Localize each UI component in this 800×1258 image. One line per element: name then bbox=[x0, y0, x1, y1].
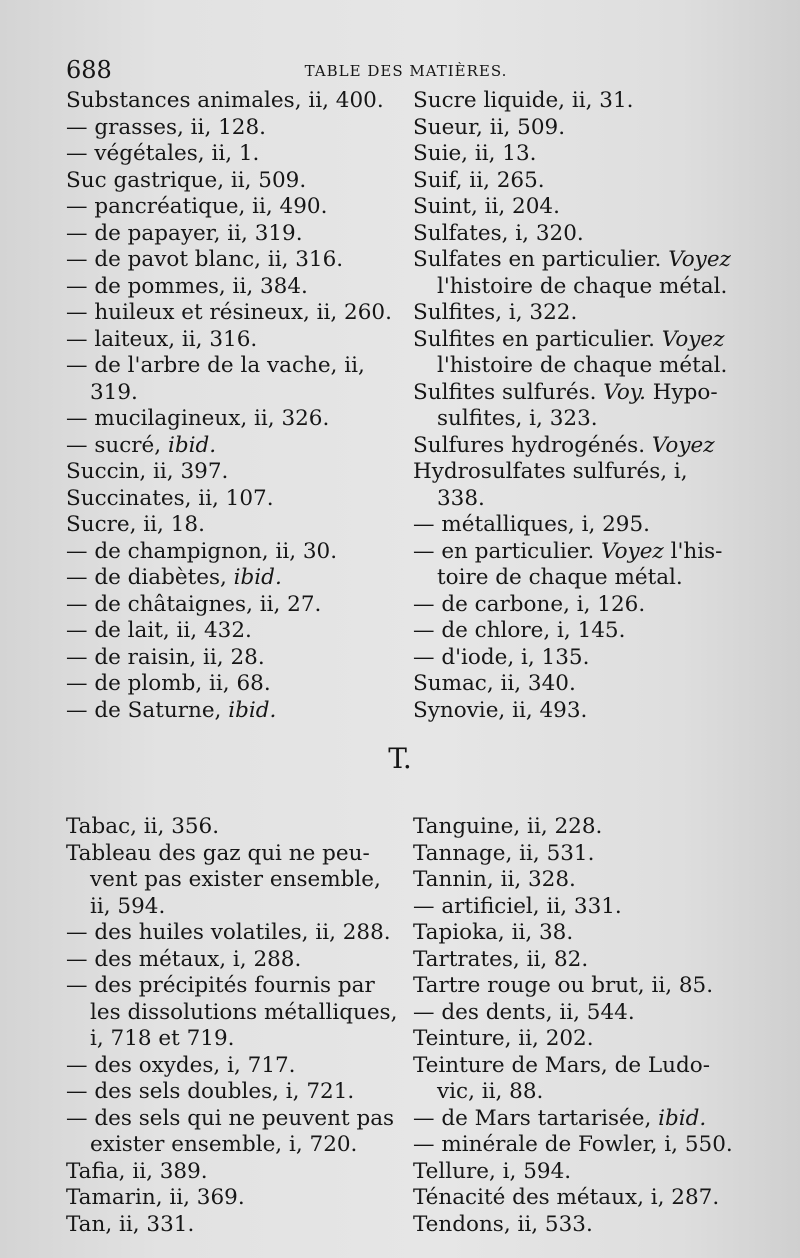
index-line: — pancréatique, ii, 490. bbox=[66, 194, 328, 219]
index-line: Sucre liquide, ii, 31. bbox=[413, 88, 634, 113]
index-line: Suie, ii, 13. bbox=[413, 141, 537, 166]
index-line: sulfites, i, 323. bbox=[437, 406, 598, 431]
index-line: — des oxydes, i, 717. bbox=[66, 1052, 296, 1078]
index-line: Synovie, ii, 493. bbox=[413, 697, 588, 723]
index-line: — de l'arbre de la vache, ii, bbox=[66, 353, 365, 378]
page-number: 688 bbox=[66, 56, 112, 84]
index-line: — de pommes, ii, 384. bbox=[66, 273, 308, 299]
section-letter: T. bbox=[388, 742, 412, 775]
index-line: — des dents, ii, 544. bbox=[413, 999, 635, 1025]
index-line: Tendons, ii, 533. bbox=[413, 1211, 593, 1237]
index-line: 338. bbox=[437, 485, 485, 511]
index-line: Tartrates, ii, 82. bbox=[413, 946, 589, 972]
running-title: TABLE DES MATIÈRES. bbox=[304, 62, 508, 80]
index-line: toire de chaque métal. bbox=[437, 565, 683, 590]
index-line: Suint, ii, 204. bbox=[413, 194, 560, 219]
index-line: — sucré, ibid. bbox=[66, 432, 217, 458]
index-line: l'histoire de chaque métal. bbox=[437, 353, 728, 378]
index-line: — d'iode, i, 135. bbox=[413, 644, 590, 670]
page-header bbox=[66, 56, 746, 86]
index-line: — grasses, ii, 128. bbox=[66, 114, 266, 140]
index-line: Ténacité des métaux, i, 287. bbox=[413, 1185, 720, 1210]
index-line: — des précipités fournis par bbox=[66, 973, 375, 998]
index-line: — végétales, ii, 1. bbox=[66, 141, 260, 166]
index-line: Sulfites en particulier. Voyez bbox=[413, 326, 725, 352]
index-line: — de papayer, ii, 319. bbox=[66, 220, 303, 246]
index-line: — de raisin, ii, 28. bbox=[66, 644, 265, 670]
index-line: — artificiel, ii, 331. bbox=[413, 893, 622, 919]
index-line: Sulfures hydrogénés. Voyez bbox=[413, 432, 715, 458]
index-line: l'histoire de chaque métal. bbox=[437, 273, 728, 299]
index-line: Suc gastrique, ii, 509. bbox=[66, 167, 307, 193]
index-line: Teinture de Mars, de Ludo- bbox=[413, 1052, 710, 1078]
index-line: Tabac, ii, 356. bbox=[66, 814, 220, 839]
index-line: Succin, ii, 397. bbox=[66, 459, 229, 484]
index-line: Tannin, ii, 328. bbox=[413, 867, 576, 892]
index-line: — des métaux, i, 288. bbox=[66, 946, 302, 972]
index-line: Tannage, ii, 531. bbox=[413, 840, 595, 866]
index-line: Tanguine, ii, 228. bbox=[413, 814, 603, 839]
index-line: — des huiles volatiles, ii, 288. bbox=[66, 920, 391, 945]
index-line: Substances animales, ii, 400. bbox=[66, 88, 384, 113]
index-line: — de diabètes, ibid. bbox=[66, 565, 282, 590]
index-line: Sueur, ii, 509. bbox=[413, 114, 566, 140]
index-line: Sulfates, i, 320. bbox=[413, 220, 584, 246]
index-line: — huileux et résineux, ii, 260. bbox=[66, 300, 392, 325]
index-line: Tan, ii, 331. bbox=[66, 1211, 195, 1237]
index-column-top-left bbox=[66, 88, 396, 724]
index-line: Tamarin, ii, 369. bbox=[66, 1185, 245, 1210]
index-line: Sulfites, i, 322. bbox=[413, 300, 578, 325]
index-line: Tellure, i, 594. bbox=[413, 1158, 572, 1184]
index-line: — de pavot blanc, ii, 316. bbox=[66, 247, 344, 272]
index-line: — minérale de Fowler, i, 550. bbox=[413, 1132, 733, 1157]
index-line: Tableau des gaz qui ne peu- bbox=[66, 840, 370, 866]
index-line: — de carbone, i, 126. bbox=[413, 591, 646, 617]
index-line: Succinates, ii, 107. bbox=[66, 485, 274, 511]
index-column-bottom-right bbox=[413, 814, 753, 1238]
index-line: — de plomb, ii, 68. bbox=[66, 671, 271, 696]
index-line: vent pas exister ensemble, bbox=[90, 867, 381, 892]
index-line: Suif, ii, 265. bbox=[413, 167, 545, 193]
index-line: Sucre, ii, 18. bbox=[66, 512, 205, 537]
index-line: — de châtaignes, ii, 27. bbox=[66, 591, 322, 617]
index-line: — de Saturne, ibid. bbox=[66, 697, 277, 723]
index-line: les dissolutions métalliques, bbox=[90, 999, 398, 1025]
index-line: Sulfates en particulier. Voyez bbox=[413, 247, 731, 272]
index-line: — en particulier. Voyez l'his- bbox=[413, 538, 723, 564]
index-line: Teinture, ii, 202. bbox=[413, 1026, 594, 1051]
index-line: Tartre rouge ou brut, ii, 85. bbox=[413, 973, 714, 998]
index-line: — laiteux, ii, 316. bbox=[66, 326, 258, 352]
index-line: i, 718 et 719. bbox=[90, 1026, 235, 1051]
index-line: — de Mars tartarisée, ibid. bbox=[413, 1105, 707, 1131]
index-line: Tafia, ii, 389. bbox=[66, 1158, 208, 1184]
index-line: Sulfites sulfurés. Voy. Hypo- bbox=[413, 379, 718, 405]
index-column-top-right bbox=[413, 88, 753, 724]
index-line: — de champignon, ii, 30. bbox=[66, 538, 338, 564]
index-line: ii, 594. bbox=[90, 893, 166, 919]
index-line: — de lait, ii, 432. bbox=[66, 618, 252, 643]
index-line: — métalliques, i, 295. bbox=[413, 512, 650, 537]
index-line: 319. bbox=[90, 379, 138, 405]
index-line: exister ensemble, i, 720. bbox=[90, 1132, 358, 1157]
index-line: — mucilagineux, ii, 326. bbox=[66, 406, 330, 431]
index-line: Tapioka, ii, 38. bbox=[413, 920, 574, 945]
index-line: — de chlore, i, 145. bbox=[413, 618, 626, 643]
index-line: — des sels qui ne peuvent pas bbox=[66, 1105, 395, 1131]
index-line: vic, ii, 88. bbox=[437, 1079, 544, 1104]
index-line: Hydrosulfates sulfurés, i, bbox=[413, 459, 688, 484]
index-column-bottom-left bbox=[66, 814, 396, 1238]
index-line: — des sels doubles, i, 721. bbox=[66, 1079, 355, 1104]
index-line: Sumac, ii, 340. bbox=[413, 671, 576, 696]
